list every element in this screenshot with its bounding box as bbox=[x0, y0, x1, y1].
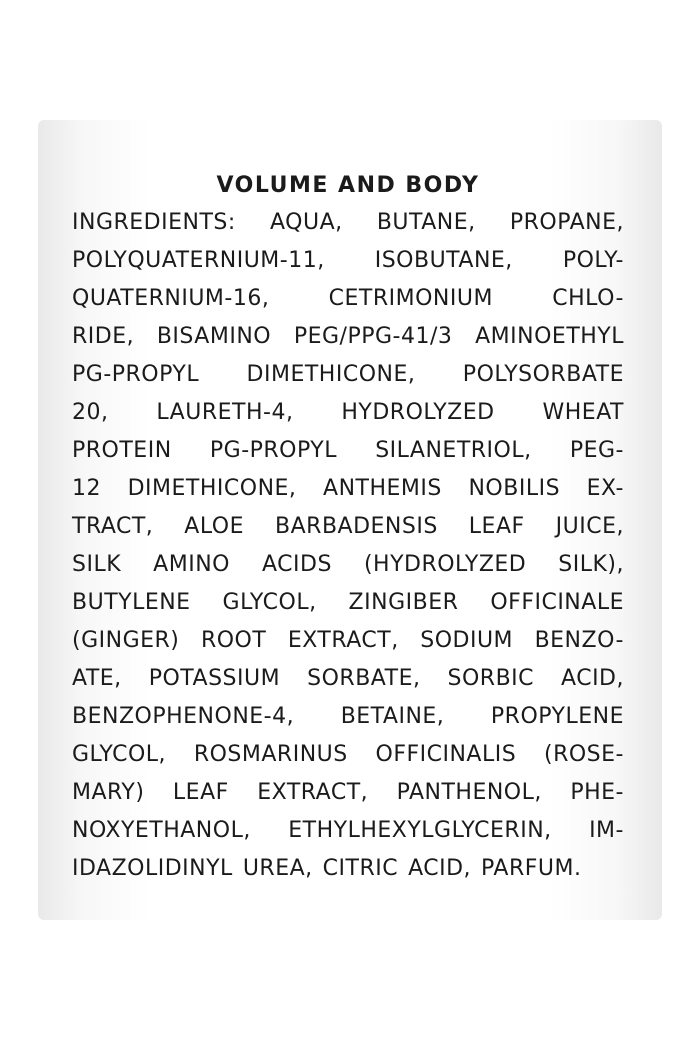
ingredient-word: ROSMARINUS bbox=[193, 742, 348, 767]
ingredient-word: PHE- bbox=[570, 780, 624, 805]
ingredient-word: PARFUM. bbox=[481, 856, 582, 881]
ingredient-word: 12 bbox=[72, 476, 101, 501]
ingredients-line bbox=[72, 280, 624, 318]
ingredients-line bbox=[72, 432, 624, 470]
ingredient-word: BARBADENSIS bbox=[275, 514, 438, 539]
ingredient-word: SORBATE, bbox=[307, 666, 421, 691]
ingredient-word: ETHYLHEXYLGLYCERIN, bbox=[288, 818, 552, 843]
ingredient-word: OFFICINALE bbox=[490, 590, 624, 615]
ingredient-word: BUTYLENE bbox=[72, 590, 191, 615]
ingredients-line bbox=[72, 242, 624, 280]
ingredient-word: QUATERNIUM-16, bbox=[72, 286, 270, 311]
ingredient-word: PG-PROPYL bbox=[209, 438, 337, 463]
ingredient-word: PEG- bbox=[569, 438, 624, 463]
ingredient-word: AQUA, bbox=[269, 210, 343, 235]
ingredient-word: POLYSORBATE bbox=[462, 362, 624, 387]
ingredient-word: HYDROLYZED bbox=[341, 400, 495, 425]
ingredient-word: ISOBUTANE, bbox=[374, 248, 513, 273]
ingredients-line bbox=[72, 774, 624, 812]
ingredients-line bbox=[72, 470, 624, 508]
ingredients-line bbox=[72, 850, 624, 888]
ingredient-word: ATE, bbox=[72, 666, 122, 691]
ingredient-word: LEAF bbox=[172, 780, 229, 805]
ingredient-word: EXTRACT, bbox=[287, 628, 399, 653]
ingredient-word: POTASSIUM bbox=[148, 666, 281, 691]
ingredients-line bbox=[72, 736, 624, 774]
ingredient-word: ACID, bbox=[561, 666, 624, 691]
ingredient-word: RIDE, bbox=[72, 324, 135, 349]
ingredient-word: ZINGIBER bbox=[348, 590, 459, 615]
ingredients-list bbox=[72, 204, 624, 888]
ingredient-word: (GINGER) bbox=[72, 628, 180, 653]
ingredient-word: SILK), bbox=[558, 552, 624, 577]
ingredient-word: JUICE, bbox=[555, 514, 624, 539]
ingredients-line bbox=[72, 394, 624, 432]
ingredient-word: ACID, bbox=[408, 856, 472, 881]
ingredient-word: MARY) bbox=[72, 780, 145, 805]
ingredient-word: GLYCOL, bbox=[222, 590, 317, 615]
ingredients-line bbox=[72, 622, 624, 660]
ingredient-word: 20, bbox=[72, 400, 109, 425]
ingredient-word: ALOE bbox=[184, 514, 245, 539]
ingredient-word: WHEAT bbox=[542, 400, 624, 425]
ingredient-word: CHLO- bbox=[552, 286, 624, 311]
ingredient-word: PG-PROPYL bbox=[72, 362, 200, 387]
ingredients-line bbox=[72, 698, 624, 736]
ingredient-word: IM- bbox=[589, 818, 624, 843]
ingredient-word: (ROSE- bbox=[543, 742, 624, 767]
ingredient-word: PANTHENOL, bbox=[396, 780, 542, 805]
ingredients-line bbox=[72, 356, 624, 394]
ingredient-word: POLYQUATERNIUM-11, bbox=[72, 248, 325, 273]
ingredient-word: LAURETH-4, bbox=[156, 400, 294, 425]
ingredient-word: BENZOPHENONE-4, bbox=[72, 704, 295, 729]
ingredient-word: NOBILIS bbox=[468, 476, 561, 501]
ingredient-word: BENZO- bbox=[534, 628, 624, 653]
ingredient-word: AMINOETHYL bbox=[475, 324, 624, 349]
ingredient-word: IDAZOLIDINYL bbox=[72, 856, 233, 881]
ingredient-word: BUTANE, bbox=[376, 210, 476, 235]
ingredient-word: CETRIMONIUM bbox=[328, 286, 493, 311]
product-title: VOLUME AND BODY bbox=[216, 173, 480, 198]
ingredients-line bbox=[72, 508, 624, 546]
ingredient-word: OFFICINALIS bbox=[375, 742, 517, 767]
ingredient-word: PROTEIN bbox=[72, 438, 172, 463]
ingredient-word: EX- bbox=[586, 476, 624, 501]
ingredient-word: AMINO bbox=[153, 552, 230, 577]
ingredient-word: ROOT bbox=[200, 628, 267, 653]
ingredient-word: SODIUM bbox=[420, 628, 514, 653]
ingredients-line bbox=[72, 546, 624, 584]
ingredient-word: SORBIC bbox=[447, 666, 535, 691]
ingredient-word: BISAMINO bbox=[156, 324, 272, 349]
ingredients-panel bbox=[72, 168, 624, 888]
ingredients-line bbox=[72, 812, 624, 850]
ingredients-line bbox=[72, 660, 624, 698]
ingredients-line bbox=[72, 584, 624, 622]
ingredient-word: NOXYETHANOL, bbox=[72, 818, 251, 843]
ingredient-word: SILANETRIOL, bbox=[375, 438, 532, 463]
ingredient-word: DIMETHICONE, bbox=[127, 476, 297, 501]
ingredient-word: LEAF bbox=[468, 514, 525, 539]
ingredient-word: PROPYLENE bbox=[490, 704, 624, 729]
ingredient-word: (HYDROLYZED bbox=[363, 552, 527, 577]
ingredient-word: EXTRACT, bbox=[257, 780, 369, 805]
ingredient-word: BETAINE, bbox=[340, 704, 445, 729]
ingredient-word: TRACT, bbox=[72, 514, 154, 539]
ingredients-line bbox=[72, 204, 624, 242]
ingredient-word: PROPANE, bbox=[509, 210, 624, 235]
ingredient-word: PEG/PPG-41/3 bbox=[293, 324, 453, 349]
ingredient-word: ACIDS bbox=[262, 552, 332, 577]
ingredients-line bbox=[72, 318, 624, 356]
ingredient-word: GLYCOL, bbox=[72, 742, 167, 767]
ingredient-word: POLY- bbox=[562, 248, 624, 273]
ingredient-word: ANTHEMIS bbox=[323, 476, 442, 501]
ingredient-word: UREA, bbox=[242, 856, 313, 881]
ingredient-word: CITRIC bbox=[322, 856, 399, 881]
ingredient-word: DIMETHICONE, bbox=[246, 362, 416, 387]
ingredient-word: INGREDIENTS: bbox=[72, 210, 236, 235]
ingredient-word: SILK bbox=[72, 552, 122, 577]
